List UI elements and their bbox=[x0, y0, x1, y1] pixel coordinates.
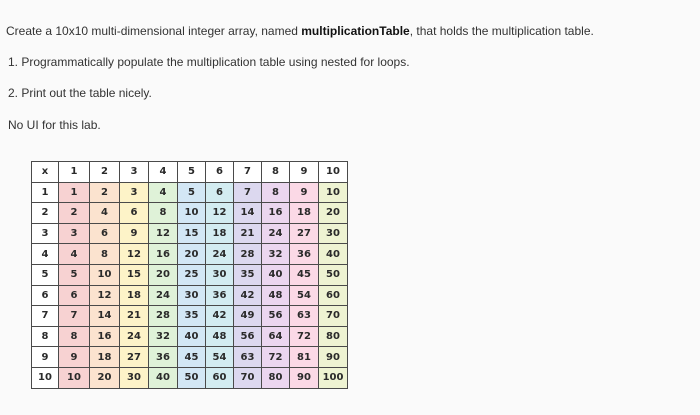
table-cell: 49 bbox=[234, 306, 262, 327]
table-cell: 18 bbox=[90, 347, 120, 368]
table-cell: 6 bbox=[206, 182, 234, 203]
table-cell: 3 bbox=[59, 223, 90, 244]
row-header-cell: 2 bbox=[32, 203, 59, 224]
table-cell: 56 bbox=[234, 326, 262, 347]
table-cell: 63 bbox=[290, 306, 319, 327]
table-cell: 9 bbox=[290, 182, 319, 203]
column-header-cell: 4 bbox=[149, 162, 178, 183]
table-row bbox=[32, 285, 348, 306]
table-cell: 50 bbox=[319, 264, 348, 285]
table-cell: 42 bbox=[206, 306, 234, 327]
table-cell: 30 bbox=[120, 367, 149, 388]
table-cell: 10 bbox=[319, 182, 348, 203]
row-header-cell: 5 bbox=[32, 264, 59, 285]
table-cell: 16 bbox=[90, 326, 120, 347]
table-cell: 32 bbox=[149, 326, 178, 347]
table-cell: 3 bbox=[120, 182, 149, 203]
table-cell: 8 bbox=[90, 244, 120, 265]
table-header-row bbox=[32, 162, 348, 183]
table-cell: 20 bbox=[90, 367, 120, 388]
table-row bbox=[32, 264, 348, 285]
table-cell: 56 bbox=[262, 306, 290, 327]
table-cell: 30 bbox=[178, 285, 206, 306]
column-header-cell: 5 bbox=[178, 162, 206, 183]
table-cell: 70 bbox=[319, 306, 348, 327]
row-header-cell: 1 bbox=[32, 182, 59, 203]
table-cell: 70 bbox=[234, 367, 262, 388]
table-cell: 42 bbox=[234, 285, 262, 306]
table-cell: 100 bbox=[319, 367, 348, 388]
table-cell: 14 bbox=[90, 306, 120, 327]
column-header-cell: 1 bbox=[59, 162, 90, 183]
instruction-text: Create a 10x10 multi-dimensional integer array, named bbox=[6, 24, 302, 38]
table-cell: 20 bbox=[319, 203, 348, 224]
column-header-cell: 8 bbox=[262, 162, 290, 183]
instruction-text-end: , that holds the multiplication table. bbox=[409, 24, 594, 38]
table-cell: 12 bbox=[120, 244, 149, 265]
table-cell: 18 bbox=[290, 203, 319, 224]
table-cell: 60 bbox=[206, 367, 234, 388]
table-row bbox=[32, 203, 348, 224]
table-cell: 36 bbox=[149, 347, 178, 368]
table-cell: 20 bbox=[178, 244, 206, 265]
table-cell: 6 bbox=[90, 223, 120, 244]
column-header-cell: 6 bbox=[206, 162, 234, 183]
table-cell: 36 bbox=[290, 244, 319, 265]
table-cell: 18 bbox=[120, 285, 149, 306]
table-cell: 30 bbox=[319, 223, 348, 244]
table-cell: 10 bbox=[178, 203, 206, 224]
row-header-cell: 4 bbox=[32, 244, 59, 265]
table-cell: 7 bbox=[234, 182, 262, 203]
table-cell: 18 bbox=[206, 223, 234, 244]
table-row bbox=[32, 367, 348, 388]
table-cell: 12 bbox=[149, 223, 178, 244]
row-header-cell: 8 bbox=[32, 326, 59, 347]
table-cell: 40 bbox=[262, 264, 290, 285]
table-cell: 4 bbox=[149, 182, 178, 203]
table-cell: 20 bbox=[149, 264, 178, 285]
table-cell: 5 bbox=[178, 182, 206, 203]
table-cell: 12 bbox=[90, 285, 120, 306]
table-cell: 27 bbox=[290, 223, 319, 244]
table-cell: 54 bbox=[206, 347, 234, 368]
table-cell: 24 bbox=[120, 326, 149, 347]
table-cell: 1 bbox=[59, 182, 90, 203]
table-cell: 27 bbox=[120, 347, 149, 368]
table-cell: 35 bbox=[234, 264, 262, 285]
row-header-cell: 9 bbox=[32, 347, 59, 368]
multiplication-table bbox=[31, 161, 348, 389]
corner-cell: x bbox=[32, 162, 59, 183]
table-cell: 10 bbox=[90, 264, 120, 285]
table-cell: 28 bbox=[234, 244, 262, 265]
table-cell: 63 bbox=[234, 347, 262, 368]
lab-note: No UI for this lab. bbox=[8, 118, 101, 132]
column-header-cell: 2 bbox=[90, 162, 120, 183]
table-row bbox=[32, 244, 348, 265]
table-cell: 50 bbox=[178, 367, 206, 388]
table-cell: 32 bbox=[262, 244, 290, 265]
table-cell: 8 bbox=[59, 326, 90, 347]
table-cell: 6 bbox=[59, 285, 90, 306]
table-cell: 30 bbox=[206, 264, 234, 285]
table-cell: 54 bbox=[290, 285, 319, 306]
array-name: multiplicationTable bbox=[301, 24, 410, 38]
table-cell: 72 bbox=[290, 326, 319, 347]
table-row bbox=[32, 347, 348, 368]
table-row bbox=[32, 182, 348, 203]
table-cell: 40 bbox=[178, 326, 206, 347]
table-cell: 36 bbox=[206, 285, 234, 306]
table-row bbox=[32, 306, 348, 327]
table-cell: 24 bbox=[206, 244, 234, 265]
table-cell: 15 bbox=[120, 264, 149, 285]
table-cell: 48 bbox=[206, 326, 234, 347]
table-cell: 2 bbox=[90, 182, 120, 203]
table-cell: 35 bbox=[178, 306, 206, 327]
table-cell: 25 bbox=[178, 264, 206, 285]
row-header-cell: 3 bbox=[32, 223, 59, 244]
table-cell: 60 bbox=[319, 285, 348, 306]
table-cell: 28 bbox=[149, 306, 178, 327]
column-header-cell: 10 bbox=[319, 162, 348, 183]
table-cell: 21 bbox=[234, 223, 262, 244]
table-cell: 21 bbox=[120, 306, 149, 327]
step-1: 1. Programmatically populate the multiplication table using nested for loops. bbox=[8, 55, 410, 69]
row-header-cell: 6 bbox=[32, 285, 59, 306]
table-cell: 12 bbox=[206, 203, 234, 224]
row-header-cell: 7 bbox=[32, 306, 59, 327]
table-cell: 45 bbox=[290, 264, 319, 285]
table-cell: 40 bbox=[319, 244, 348, 265]
column-header-cell: 7 bbox=[234, 162, 262, 183]
column-header-cell: 3 bbox=[120, 162, 149, 183]
table-cell: 6 bbox=[120, 203, 149, 224]
table-cell: 9 bbox=[120, 223, 149, 244]
table-cell: 9 bbox=[59, 347, 90, 368]
table-row bbox=[32, 326, 348, 347]
table-cell: 72 bbox=[262, 347, 290, 368]
table-cell: 90 bbox=[290, 367, 319, 388]
table-cell: 48 bbox=[262, 285, 290, 306]
table-cell: 40 bbox=[149, 367, 178, 388]
table-cell: 90 bbox=[319, 347, 348, 368]
table-cell: 14 bbox=[234, 203, 262, 224]
table-cell: 80 bbox=[319, 326, 348, 347]
table-cell: 8 bbox=[149, 203, 178, 224]
table-cell: 5 bbox=[59, 264, 90, 285]
table-cell: 24 bbox=[149, 285, 178, 306]
table-cell: 64 bbox=[262, 326, 290, 347]
step-2: 2. Print out the table nicely. bbox=[8, 86, 152, 100]
table-cell: 4 bbox=[59, 244, 90, 265]
table-cell: 2 bbox=[59, 203, 90, 224]
column-header-cell: 9 bbox=[290, 162, 319, 183]
table-row bbox=[32, 223, 348, 244]
table-cell: 4 bbox=[90, 203, 120, 224]
table-cell: 10 bbox=[59, 367, 90, 388]
table-cell: 24 bbox=[262, 223, 290, 244]
table-cell: 81 bbox=[290, 347, 319, 368]
row-header-cell: 10 bbox=[32, 367, 59, 388]
instruction-line bbox=[6, 24, 594, 38]
table-cell: 7 bbox=[59, 306, 90, 327]
multiplication-table-image bbox=[31, 161, 348, 389]
table-cell: 15 bbox=[178, 223, 206, 244]
table-cell: 8 bbox=[262, 182, 290, 203]
table-cell: 16 bbox=[149, 244, 178, 265]
table-cell: 80 bbox=[262, 367, 290, 388]
table-cell: 45 bbox=[178, 347, 206, 368]
table-cell: 16 bbox=[262, 203, 290, 224]
